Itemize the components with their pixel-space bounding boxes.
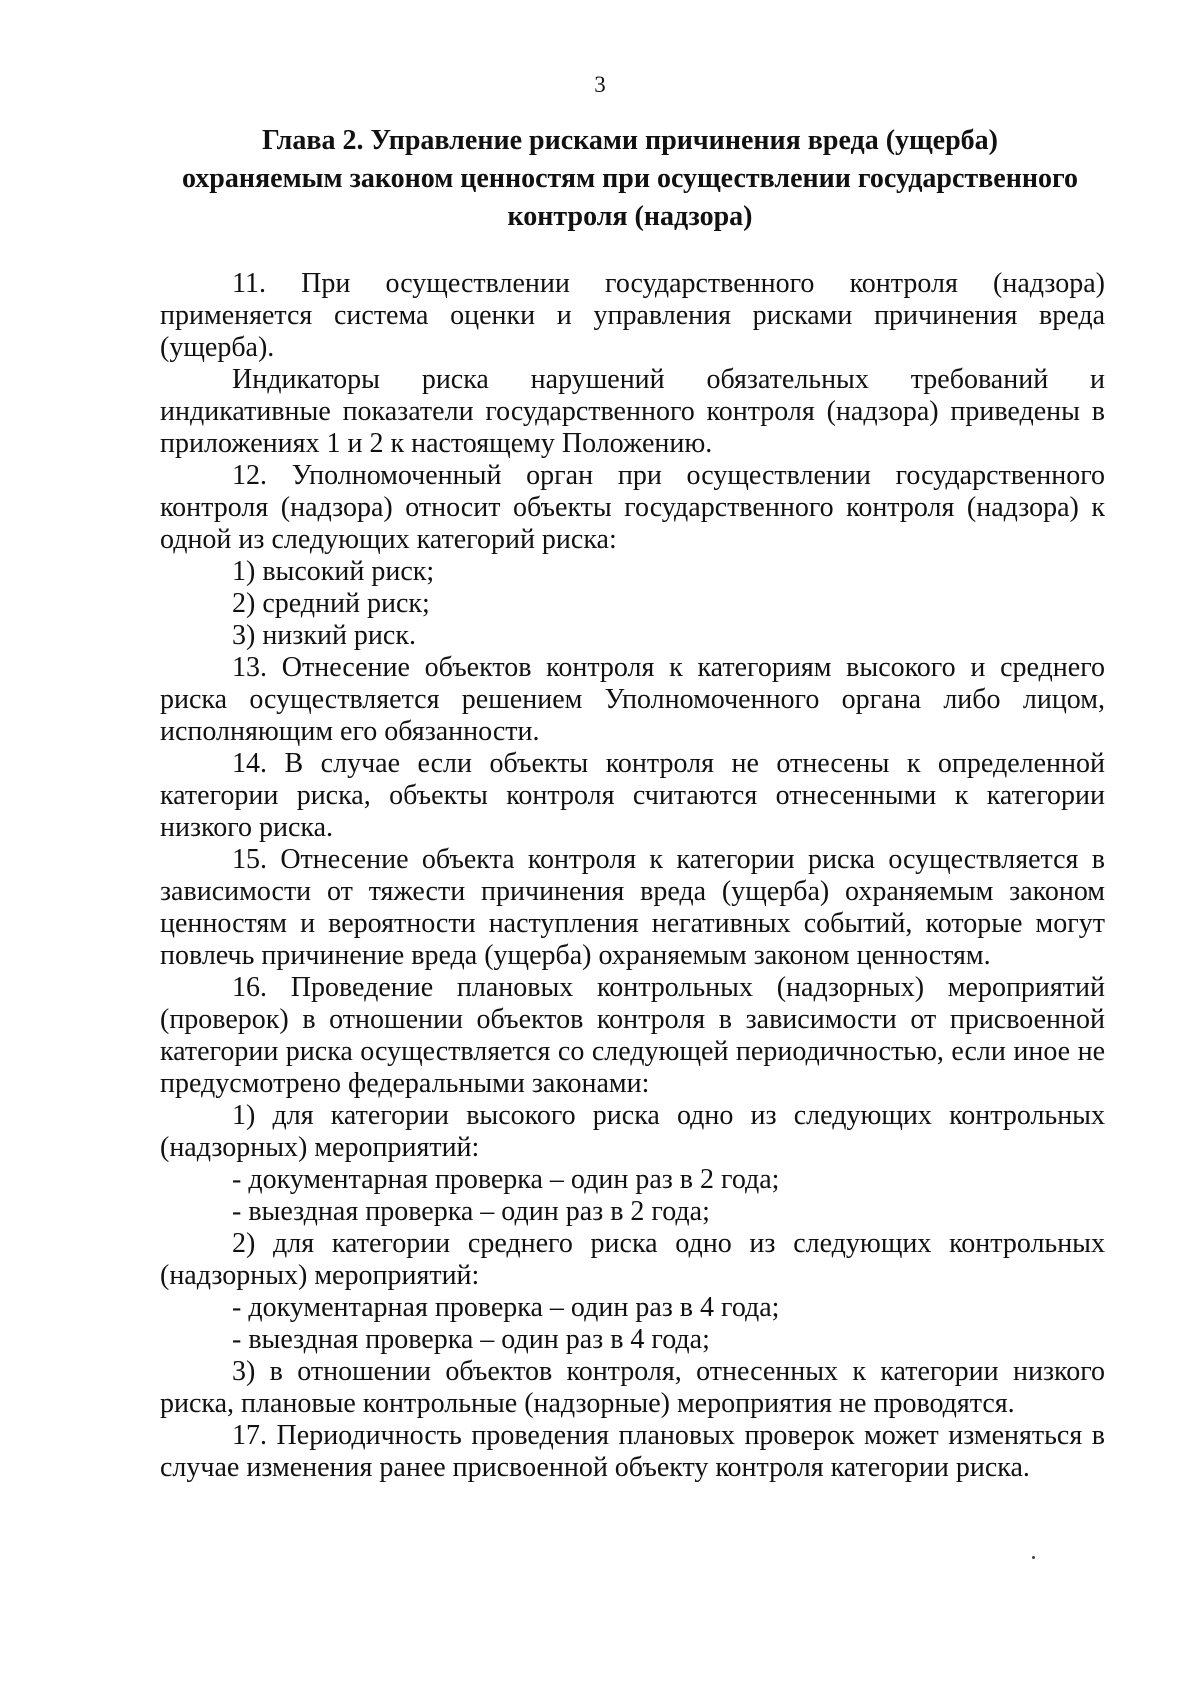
paragraph-12: 12. Уполномоченный орган при осуществлении государственного контроля (надзора) относит объекты государственного контроля (надзора) к одной из следующих категорий риска:: [160, 460, 1105, 555]
paragraph-11: 11. При осуществлении государственного контроля (надзора) применяется система оценки и управления рисками причинения вреда (ущерба).: [160, 268, 1105, 363]
risk-category-low: 3) низкий риск.: [232, 620, 416, 651]
chapter-heading-line-1: Глава 2. Управление рисками причинения вреда (ущерба): [261, 125, 998, 156]
paragraph-14: 14. В случае если объекты контроля не отнесены к определенной категории риска, объекты контроля считаются отнесенными к категории низкого риска.: [160, 748, 1105, 843]
risk-category-high: 1) высокий риск;: [232, 556, 435, 587]
paragraph-16-medium-onsite: - выездная проверка – один раз в 4 года;: [232, 1324, 710, 1355]
paragraph-16-high: 1) для категории высокого риска одно из следующих контрольных (надзорных) мероприятий:: [160, 1100, 1105, 1163]
document-body: [160, 268, 1105, 1484]
paragraph-11-indicators: Индикаторы риска нарушений обязательных требований и индикативные показатели государственного контроля (надзора) приведены в приложениях 1 и 2 к настоящему Положению.: [160, 364, 1105, 459]
paragraph-16-medium: 2) для категории среднего риска одно из следующих контрольных (надзорных) мероприятий:: [160, 1228, 1105, 1291]
paragraph-16-medium-documentary: - документарная проверка – один раз в 4 года;: [232, 1292, 780, 1323]
chapter-heading: [160, 122, 1100, 236]
chapter-heading-line-2: охраняемым законом ценностям при осуществлении государственного: [182, 163, 1078, 194]
paragraph-16-high-documentary: - документарная проверка – один раз в 2 года;: [232, 1164, 780, 1195]
scan-speck: [1032, 1556, 1035, 1559]
risk-category-medium: 2) средний риск;: [232, 588, 430, 619]
paragraph-16: 16. Проведение плановых контрольных (надзорных) мероприятий (проверок) в отношении объектов контроля в зависимости от присвоенной категории риска осуществляется со следующей периодичностью, если иное не предусмотрено федеральными законами:: [160, 972, 1105, 1099]
paragraph-17: 17. Периодичность проведения плановых проверок может изменяться в случае изменения ранее присвоенной объекту контроля категории риска.: [160, 1420, 1105, 1483]
paragraph-15: 15. Отнесение объекта контроля к категории риска осуществляется в зависимости от тяжести причинения вреда (ущерба) охраняемым законом ценностям и вероятности наступления негативных событий, которые могут повлечь причинение вреда (ущерба) охраняемым законом ценностям.: [160, 844, 1105, 971]
page-number: 3: [594, 72, 606, 97]
paragraph-13: 13. Отнесение объектов контроля к категориям высокого и среднего риска осуществляется решением Уполномоченного органа либо лицом, исполняющим его обязанности.: [160, 652, 1105, 747]
chapter-heading-line-3: контроля (надзора): [507, 201, 753, 232]
paragraph-16-high-onsite: - выездная проверка – один раз в 2 года;: [232, 1196, 710, 1227]
paragraph-16-low: 3) в отношении объектов контроля, отнесенных к категории низкого риска, плановые контрольные (надзорные) мероприятия не проводятся.: [160, 1356, 1105, 1419]
